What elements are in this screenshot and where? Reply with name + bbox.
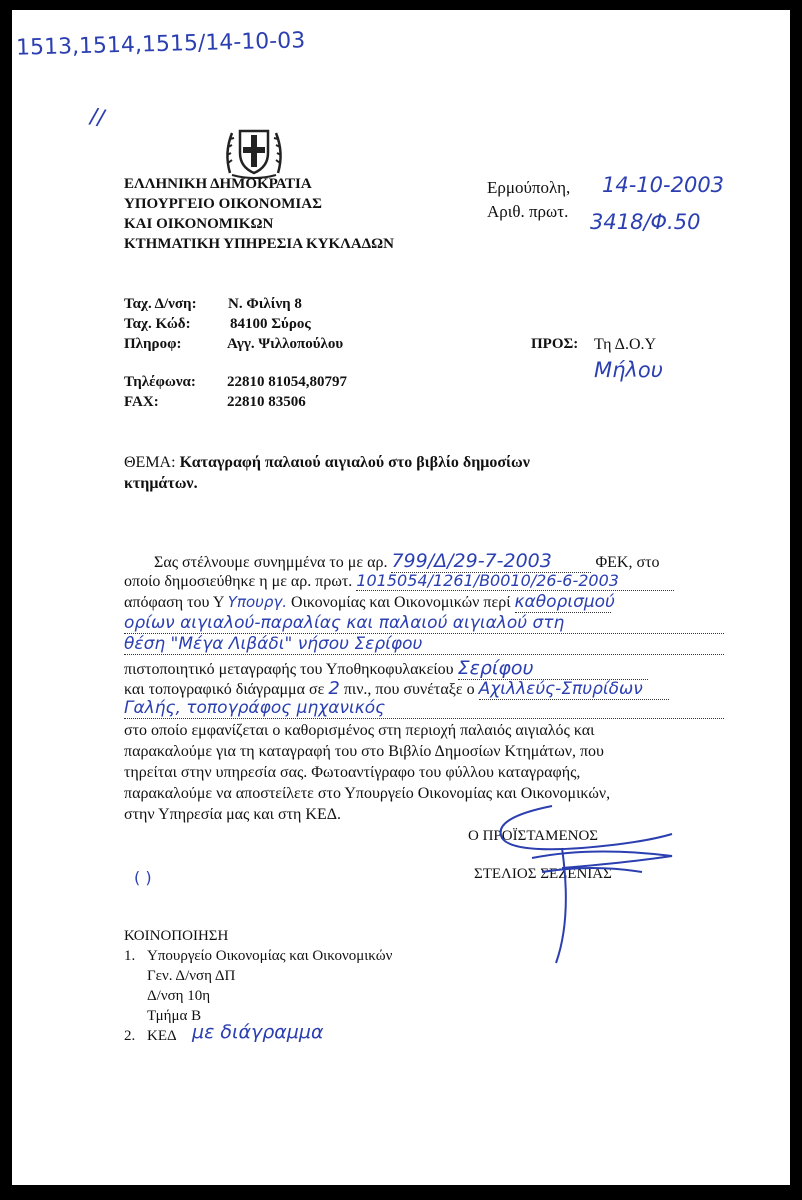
- body-line-7: [124, 678, 669, 700]
- handwritten-ministry: Υπουργ.: [227, 593, 288, 611]
- body-line-6: [124, 657, 648, 680]
- header-line-4: ΚΤΗΜΑΤΙΚΗ ΥΠΗΡΕΣΙΑ ΚΥΚΛΑΔΩΝ: [124, 236, 394, 252]
- cc-item-2-number: 2.: [124, 1028, 136, 1044]
- body-text: ΦΕΚ, στο: [595, 554, 660, 571]
- subject-line-2: κτημάτων.: [124, 475, 198, 492]
- info-label: Πληροφ:: [124, 336, 182, 352]
- handwritten-surveyor-name: Αχιλλεύς-Σπυρίδων: [479, 679, 669, 700]
- body-text: απόφαση του Υ: [124, 594, 224, 611]
- signature-name: ΣΤΕΛΙΟΣ ΣΕΖΕΝΙΑΣ: [474, 866, 612, 882]
- handwritten-recipient: Μήλου: [594, 358, 663, 382]
- handwritten-signature: [472, 798, 702, 978]
- document-page: [12, 10, 790, 1185]
- handwritten-mark: ( ): [134, 868, 152, 887]
- signature-title: Ο ΠΡΟΪΣΤΑΜΕΝΟΣ: [468, 828, 599, 844]
- fax-value: 22810 83506: [227, 394, 306, 410]
- cc-item-1-number: 1.: [124, 948, 136, 964]
- handwritten-reference: 1513,1514,1515/14-10-03: [15, 28, 306, 61]
- cc-item-1-sub-1: Γεν. Δ/νση ΔΠ: [147, 968, 236, 984]
- handwritten-protocol-ref: 1015054/1261/Β0010/26-6-2003: [356, 571, 674, 591]
- body-line-3: [124, 592, 615, 613]
- cc-item-2: ΚΕΔ: [147, 1028, 177, 1044]
- handwritten-cc-note: με διάγραμμα: [192, 1021, 324, 1043]
- zip-label: Ταχ. Κώδ:: [124, 316, 191, 332]
- cc-item-1-sub-2: Δ/νση 10η: [147, 988, 211, 1004]
- handwritten-date: 14-10-2003: [602, 173, 725, 197]
- handwritten-sheet-count: 2: [328, 678, 340, 699]
- phone-label: Τηλέφωνα:: [124, 374, 196, 390]
- body-text: Οικονομίας και Οικονομικών περί: [291, 594, 511, 611]
- handwritten-protocol-number: 3418/Φ.50: [590, 210, 701, 234]
- body-text: πιστοποιητικό μεταγραφής του Υποθηκοφυλακείου: [124, 661, 454, 678]
- body-line-10: παρακαλούμε για τη καταγραφή του στο Βιβλίο Δημοσίων Κτημάτων, που: [124, 743, 604, 760]
- header-line-3: ΚΑΙ ΟΙΚΟΝΟΜΙΚΩΝ: [124, 216, 274, 232]
- cc-item-1-sub-3: Τμήμα Β: [147, 1008, 202, 1024]
- zip-value: 84100 Σύρος: [230, 316, 311, 332]
- handwritten-body-line-8: Γαλής, τοπογράφος μηχανικός: [124, 698, 724, 719]
- fax-label: FAX:: [124, 394, 159, 410]
- subject-line-1: [124, 454, 530, 472]
- protocol-label: Αριθ. πρωτ.: [487, 202, 569, 221]
- recipient-value: Τη Δ.Ο.Υ: [594, 336, 657, 353]
- cc-heading: ΚΟΙΝΟΠΟΙΗΣΗ: [124, 928, 229, 944]
- header-line-2: ΥΠΟΥΡΓΕΙΟ ΟΙΚΟΝΟΜΙΑΣ: [124, 196, 322, 212]
- header-line-1: ΕΛΛΗΝΙΚΗ ΔΗΜΟΚΡΑΤΙΑ: [124, 176, 312, 192]
- body-text: και τοπογραφικό διάγραμμα σε: [124, 681, 325, 698]
- handwritten-body-line-5: θέση "Μέγα Λιβάδι" νήσου Σερίφου: [124, 634, 724, 655]
- body-line-9: στο οποίο εμφανίζεται ο καθορισμένος στη περιοχή παλαιός αιγιαλός και: [124, 722, 595, 739]
- subject-text: Καταγραφή παλαιού αιγιαλού στο βιβλίο δημοσίων: [179, 454, 530, 471]
- handwritten-determination: καθορισμού: [514, 592, 615, 612]
- body-line-12: παρακαλούμε να αποστείλετε στο Υπουργείο Οικονομίας και Οικονομικών,: [124, 785, 611, 802]
- greek-coat-of-arms-emblem: [222, 123, 286, 181]
- body-text: πιν., που συνέταξε ο: [343, 681, 475, 698]
- handwritten-registry: Σερίφου: [458, 657, 648, 680]
- handwritten-fek-number: 799/Δ/29-7-2003: [391, 550, 591, 573]
- body-text: οποίο δημοσιεύθηκε η με αρ. πρωτ.: [124, 573, 353, 590]
- body-line-2: [124, 571, 674, 591]
- body-line-11: τηρείται στην υπηρεσία σας. Φωτοαντίγραφο του φύλλου καταγραφής,: [124, 764, 581, 781]
- phone-value: 22810 81054,80797: [227, 374, 347, 390]
- body-line-13: στην Υπηρεσία μας και στη ΚΕΔ.: [124, 806, 342, 823]
- subject-label: ΘΕΜΑ:: [124, 454, 176, 471]
- recipient-label: ΠΡΟΣ:: [531, 336, 579, 352]
- cc-item-1: Υπουργείο Οικονομίας και Οικονομικών: [147, 948, 393, 964]
- handwritten-body-line-4: ορίων αιγιαλού-παραλίας και παλαιού αιγιαλού στη: [124, 613, 724, 634]
- address-value: Ν. Φιλίνη 8: [228, 296, 302, 312]
- body-line-1: [154, 550, 660, 573]
- address-label: Ταχ. Δ/νση:: [124, 296, 197, 312]
- info-value: Αγγ. Ψιλλοπούλου: [227, 336, 344, 352]
- body-text: Σας στέλνουμε συνημμένα το με αρ.: [154, 554, 388, 571]
- place-date-label: Ερμούπολη,: [487, 178, 571, 197]
- handwritten-mark: //: [87, 103, 108, 132]
